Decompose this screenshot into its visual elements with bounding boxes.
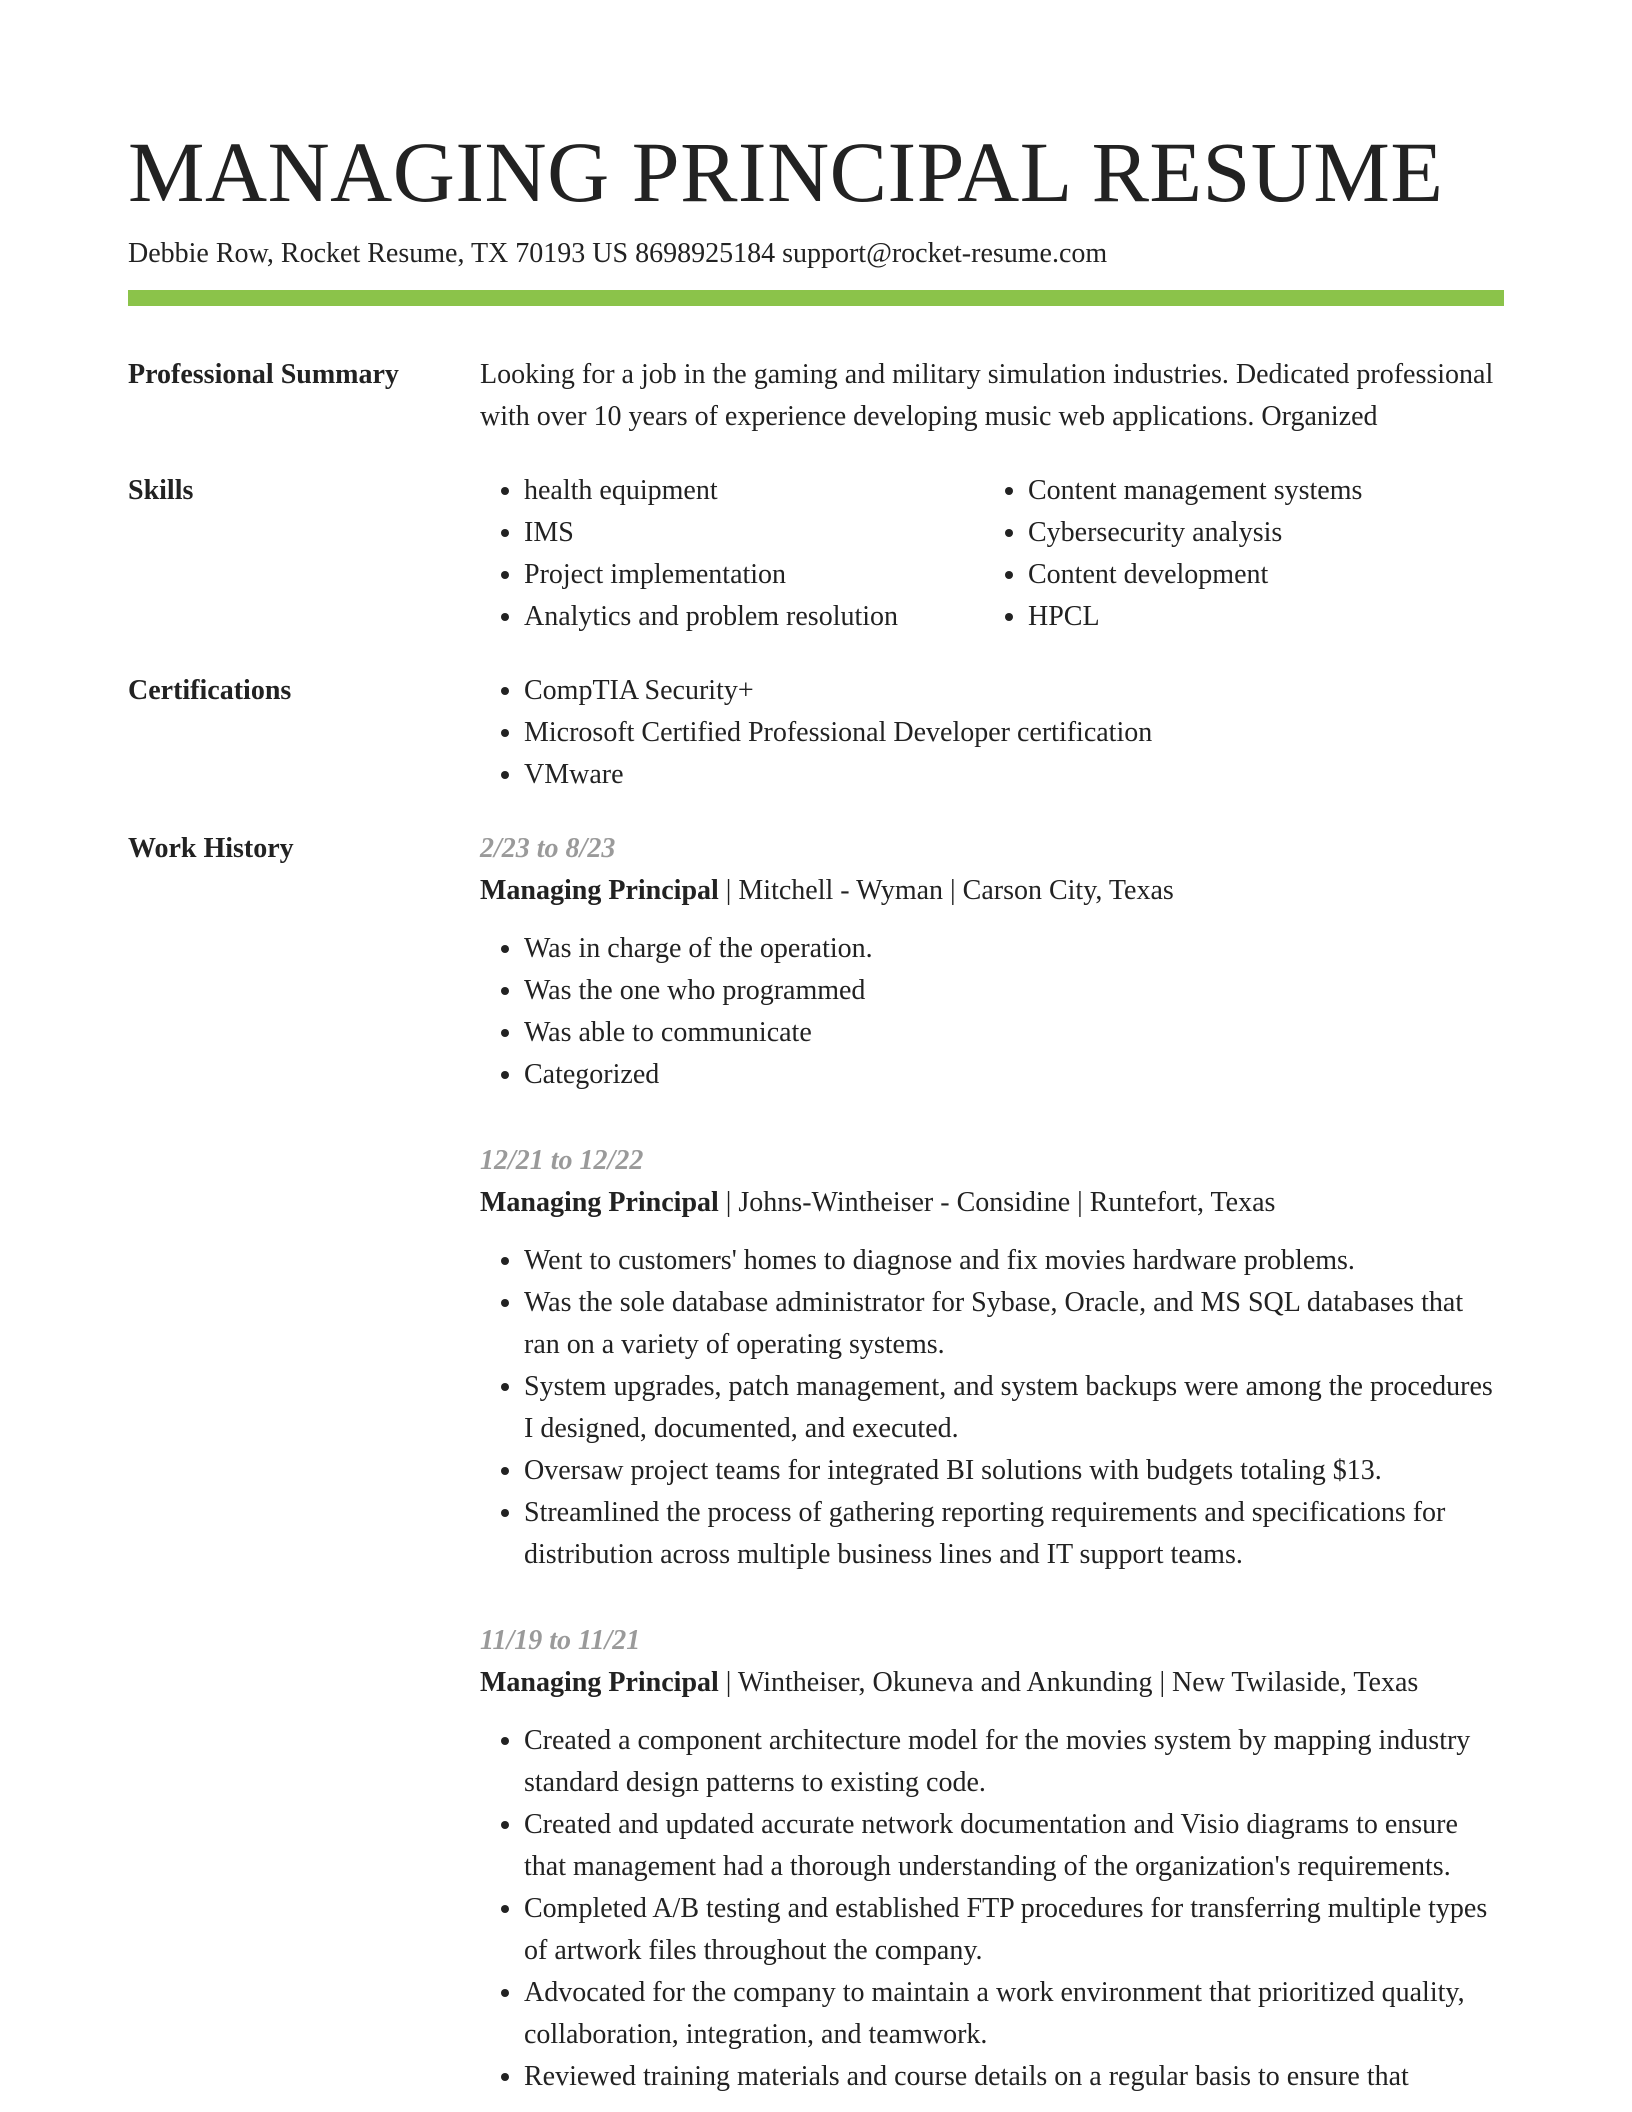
work-history-label: Work History — [128, 833, 294, 864]
skill-item: • Analytics and problem resolution — [524, 596, 984, 638]
job-title-line — [480, 870, 1504, 912]
skill-item: • health equipment — [524, 470, 984, 512]
job-entry — [480, 1620, 1504, 2098]
skills-list-1 — [480, 470, 984, 638]
job-bullet: • Created and updated accurate network documentation and Visio diagrams to ensure that management had a thorough understanding of the organization's requirements. — [524, 1804, 1504, 1888]
skill-item: • Content development — [1028, 554, 1362, 596]
job-details: | Wintheiser, Okuneva and Ankunding | New Twilaside, Texas — [718, 1667, 1419, 1698]
job-bullet: • Advocated for the company to maintain a work environment that prioritized quality, collaboration, integration, and teamwork. — [524, 1972, 1504, 2056]
job-dates: 11/19 to 11/21 — [480, 1625, 641, 1656]
job-bullet: • Created a component architecture model for the movies system by mapping industry standard design patterns to existing code. — [524, 1720, 1504, 1804]
job-bullets — [480, 1720, 1504, 2098]
job-bullet: • Was in charge of the operation. — [524, 928, 1504, 970]
resume-title: MANAGING PRINCIPAL RESUME — [128, 124, 1444, 220]
job-details: | Johns-Wintheiser - Considine | Runtefort, Texas — [718, 1187, 1276, 1218]
summary-label: Professional Summary — [128, 359, 399, 390]
certifications-list — [480, 670, 1504, 796]
skills-section — [128, 470, 1504, 638]
resume-page — [128, 120, 1504, 2098]
summary-section — [128, 354, 1504, 438]
job-bullet: • Reviewed training materials and course details on a regular basis to ensure that — [524, 2056, 1504, 2098]
job-details: | Mitchell - Wyman | Carson City, Texas — [718, 875, 1174, 906]
skill-item: • Project implementation — [524, 554, 984, 596]
skill-item: • IMS — [524, 512, 984, 554]
job-bullet: • Streamlined the process of gathering reporting requirements and specifications for distribution across multiple business lines and IT support teams. — [524, 1492, 1504, 1576]
job-title-line — [480, 1182, 1504, 1224]
header-divider — [128, 290, 1504, 306]
job-role: Managing Principal — [480, 1187, 719, 1218]
summary-text: Looking for a job in the gaming and military simulation industries. Dedicated professional with over 10 years of experience developing music web applications. Organized — [480, 359, 1494, 432]
job-bullet: • Was the one who programmed — [524, 970, 1504, 1012]
certification-item: • VMware — [524, 754, 1504, 796]
job-bullets — [480, 1240, 1504, 1576]
job-bullet: • Was the sole database administrator for Sybase, Oracle, and MS SQL databases that ran on a variety of operating systems. — [524, 1282, 1504, 1366]
skill-item: • Content management systems — [1028, 470, 1362, 512]
work-history-section — [128, 828, 1504, 2098]
skills-list-2 — [984, 470, 1362, 638]
certification-item: • Microsoft Certified Professional Developer certification — [524, 712, 1504, 754]
job-bullets — [480, 928, 1504, 1096]
job-dates: 2/23 to 8/23 — [480, 833, 616, 864]
job-dates: 12/21 to 12/22 — [480, 1145, 644, 1176]
job-bullet: • System upgrades, patch management, and system backups were among the procedures I designed, documented, and executed. — [524, 1366, 1504, 1450]
contact-info: Debbie Row, Rocket Resume, TX 70193 US 8698925184 support@rocket-resume.com — [128, 238, 1108, 269]
job-role: Managing Principal — [480, 875, 719, 906]
skill-item: • HPCL — [1028, 596, 1362, 638]
job-entry — [480, 1140, 1504, 1576]
job-bullet: • Completed A/B testing and established FTP procedures for transferring multiple types of artwork files throughout the company. — [524, 1888, 1504, 1972]
job-title-line — [480, 1662, 1504, 1704]
job-bullet: • Went to customers' homes to diagnose and fix movies hardware problems. — [524, 1240, 1504, 1282]
job-bullet: • Oversaw project teams for integrated BI solutions with budgets totaling $13. — [524, 1450, 1504, 1492]
certifications-section — [128, 670, 1504, 796]
certification-item: • CompTIA Security+ — [524, 670, 1504, 712]
certifications-label: Certifications — [128, 675, 292, 706]
job-bullet: • Categorized — [524, 1054, 1504, 1096]
job-bullet: • Was able to communicate — [524, 1012, 1504, 1054]
skill-item: • Cybersecurity analysis — [1028, 512, 1362, 554]
skills-label: Skills — [128, 475, 194, 506]
job-entry — [480, 828, 1504, 1096]
job-role: Managing Principal — [480, 1667, 719, 1698]
